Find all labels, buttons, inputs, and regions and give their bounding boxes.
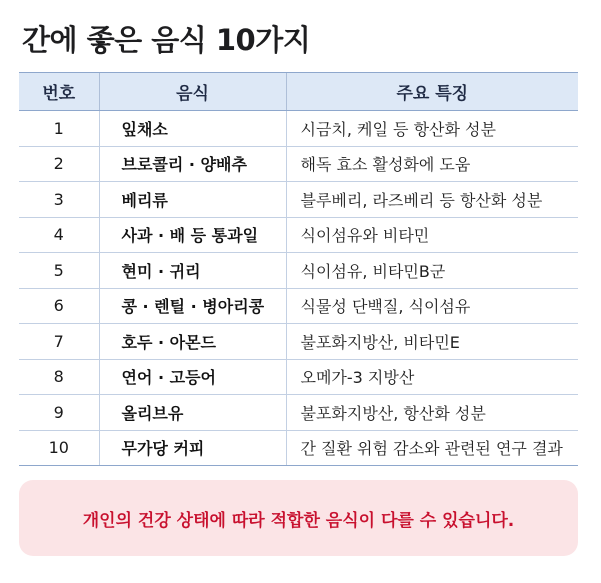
row-food: 무가당 커피 xyxy=(99,430,286,466)
row-feature: 식이섬유와 비타민 xyxy=(286,217,578,253)
row-feature: 해독 효소 활성화에 도움 xyxy=(286,146,578,182)
table-row xyxy=(19,253,578,289)
table-row xyxy=(19,288,578,324)
table-header-row xyxy=(19,73,578,111)
header-food: 음식 xyxy=(99,73,286,111)
row-feature: 불포화지방산, 항산화 성분 xyxy=(286,395,578,431)
table-row xyxy=(19,111,578,147)
row-feature: 간 질환 위험 감소와 관련된 연구 결과 xyxy=(286,430,578,466)
page-title: 간에 좋은 음식 10가지 xyxy=(22,23,311,57)
header-number: 번호 xyxy=(19,73,99,111)
row-food: 콩 · 렌틸 · 병아리콩 xyxy=(99,288,286,324)
row-feature: 오메가-3 지방산 xyxy=(286,359,578,395)
row-number: 3 xyxy=(19,182,99,218)
row-number: 1 xyxy=(19,111,99,147)
food-table xyxy=(19,72,578,466)
notice-box xyxy=(19,480,578,556)
row-food: 연어 · 고등어 xyxy=(99,359,286,395)
row-food: 베리류 xyxy=(99,182,286,218)
row-number: 7 xyxy=(19,324,99,360)
row-food: 호두 · 아몬드 xyxy=(99,324,286,360)
table-row xyxy=(19,182,578,218)
row-feature: 식물성 단백질, 식이섬유 xyxy=(286,288,578,324)
row-food: 사과 · 배 등 통과일 xyxy=(99,217,286,253)
table-row xyxy=(19,217,578,253)
row-feature: 불포화지방산, 비타민E xyxy=(286,324,578,360)
table-row xyxy=(19,324,578,360)
table-row xyxy=(19,146,578,182)
table-row xyxy=(19,430,578,466)
row-number: 4 xyxy=(19,217,99,253)
row-food: 브로콜리 · 양배추 xyxy=(99,146,286,182)
row-food: 잎채소 xyxy=(99,111,286,147)
row-food: 현미 · 귀리 xyxy=(99,253,286,289)
row-food: 올리브유 xyxy=(99,395,286,431)
row-feature: 시금치, 케일 등 항산화 성분 xyxy=(286,111,578,147)
row-number: 9 xyxy=(19,395,99,431)
header-feature: 주요 특징 xyxy=(286,73,578,111)
row-number: 6 xyxy=(19,288,99,324)
row-number: 2 xyxy=(19,146,99,182)
row-number: 10 xyxy=(19,430,99,466)
notice-text: 개인의 건강 상태에 따라 적합한 음식이 다를 수 있습니다. xyxy=(82,510,515,531)
row-number: 8 xyxy=(19,359,99,395)
table-row xyxy=(19,359,578,395)
table-row xyxy=(19,395,578,431)
row-feature: 블루베리, 라즈베리 등 항산화 성분 xyxy=(286,182,578,218)
row-number: 5 xyxy=(19,253,99,289)
row-feature: 식이섬유, 비타민B군 xyxy=(286,253,578,289)
